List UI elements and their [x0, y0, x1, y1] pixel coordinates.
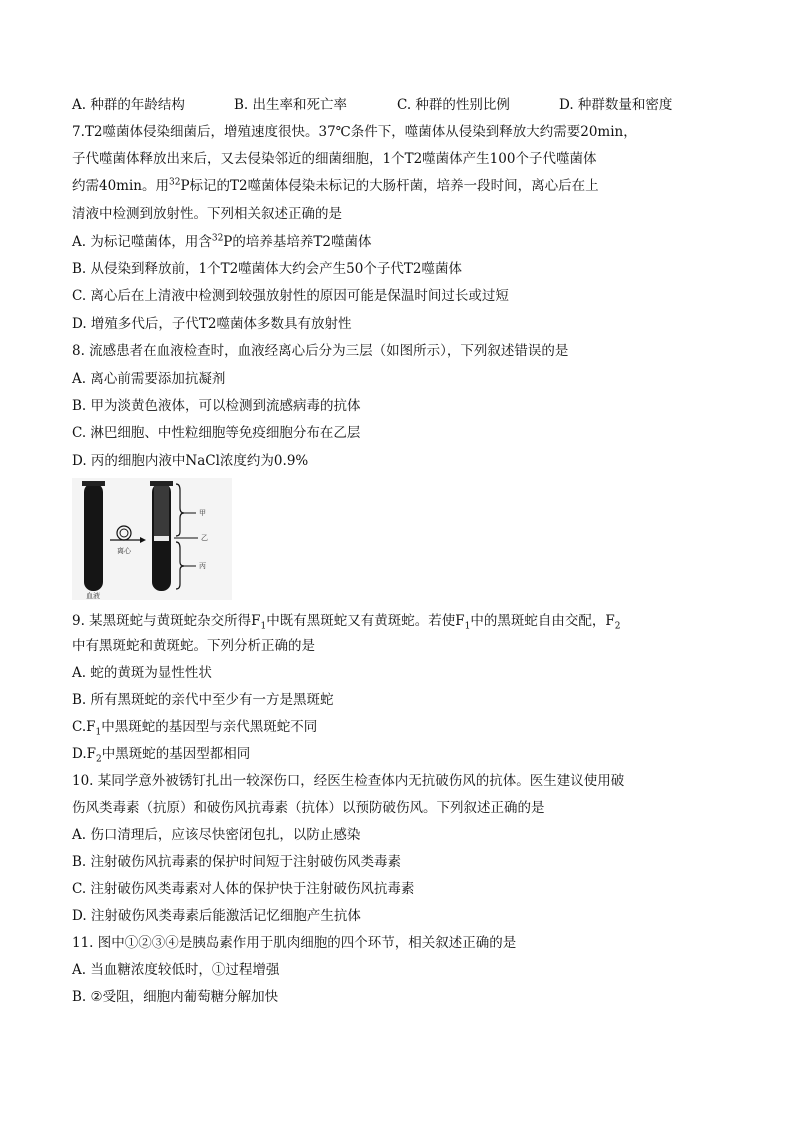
q9-l1-b: 中既有黑斑蛇又有黄斑蛇。若使F	[266, 613, 465, 629]
q9-opt-c-pre: C.F	[72, 719, 96, 735]
q8-option-b: B. 甲为淡黄色液体，可以检测到流感病毒的抗体	[72, 398, 361, 414]
q7-stem-line1: 7.T2噬菌体侵染细菌后，增殖速度很快。37℃条件下，噬菌体从侵染到释放大约需要20min，	[72, 124, 637, 140]
q11-stem: 11. 图中①②③④是胰岛素作用于肌肉细胞的四个环节，相关叙述正确的是	[72, 935, 517, 951]
q7-option-a	[72, 233, 371, 251]
q6-option-d: D. 种群数量和密度	[559, 97, 673, 113]
q7-option-c: C. 离心后在上清液中检测到较强放射性的原因可能是保温时间过长或过短	[72, 288, 509, 304]
plasma-layer	[154, 486, 169, 536]
blood-label: 血液	[86, 592, 100, 600]
q9-opt-c-sub: 1	[95, 727, 102, 738]
q9-l1-sub1: 1	[260, 621, 267, 632]
q9-opt-d-pre: D.F	[72, 746, 97, 762]
q6-option-a: A. 种群的年龄结构	[72, 97, 185, 113]
q9-stem-line2: 中有黑斑蛇和黄斑蛇。下列分析正确的是	[72, 638, 315, 654]
q7-line3-pre: 约需40min。用	[72, 178, 169, 194]
q7-stem-line4: 清液中检测到放射性。下列相关叙述正确的是	[72, 206, 342, 222]
q6-option-c: C. 种群的性别比例	[397, 97, 510, 113]
q8-option-c: C. 淋巴细胞、中性粒细胞等免疫细胞分布在乙层	[72, 425, 361, 441]
q7-line3-sup: 32	[169, 177, 181, 188]
q11-option-b: B. ②受阻，细胞内葡萄糖分解加快	[72, 989, 279, 1005]
q10-option-c: C. 注射破伤风类毒素对人体的保护快于注射破伤风抗毒素	[72, 881, 415, 897]
q8-option-d: D. 丙的细胞内液中NaCl浓度约为0.9%	[72, 453, 309, 469]
layer-yi-label: 乙	[201, 534, 208, 542]
q8-stem: 8. 流感患者在血液检查时，血液经离心后分为三层（如图所示），下列叙述错误的是	[72, 343, 569, 359]
q9-option-d	[72, 745, 250, 763]
q7-opt-a-pre: A. 为标记噬菌体，用含	[72, 234, 212, 250]
q9-l1-a: 9. 某黑斑蛇与黄斑蛇杂交所得F	[72, 613, 261, 629]
layer-bing-label: 丙	[199, 562, 206, 570]
q8-option-a: A. 离心前需要添加抗凝剂	[72, 371, 226, 387]
q10-option-b: B. 注射破伤风抗毒素的保护时间短于注射破伤风类毒素	[72, 854, 402, 870]
tube-before-centrifuge	[84, 483, 103, 591]
buffy-coat-layer	[154, 536, 169, 541]
q9-option-b: B. 所有黑斑蛇的亲代中至少有一方是黑斑蛇	[72, 692, 334, 708]
q9-stem-line1	[72, 612, 621, 630]
centrifuge-figure	[72, 478, 232, 600]
q10-option-a: A. 伤口清理后，应该尽快密闭包扎，以防止感染	[72, 827, 361, 843]
centrifuge-arrow-label: 离心	[117, 547, 131, 555]
q7-line3-post: P标记的T2噬菌体侵染未标记的大肠杆菌，培养一段时间，离心后在上	[180, 178, 599, 194]
q7-option-b: B. 从侵染到释放前，1个T2噬菌体大约会产生50个子代T2噬菌体	[72, 261, 462, 277]
q7-option-d: D. 增殖多代后，子代T2噬菌体多数具有放射性	[72, 316, 352, 332]
q9-option-c	[72, 718, 317, 736]
q9-l1-sub3: 2	[614, 621, 621, 632]
q10-option-d: D. 注射破伤风类毒素后能激活记忆细胞产生抗体	[72, 908, 361, 924]
q10-stem-line1: 10. 某同学意外被锈钉扎出一较深伤口，经医生检查体内无抗破伤风的抗体。医生建议使用破	[72, 773, 625, 789]
q11-option-a: A. 当血糖浓度较低时，①过程增强	[72, 962, 280, 978]
q10-stem-line2: 伤风类毒素（抗原）和破伤风抗毒素（抗体）以预防破伤风。下列叙述正确的是	[72, 800, 545, 816]
q7-stem-line2: 子代噬菌体释放出来后，又去侵染邻近的细菌细胞，1个T2噬菌体产生100个子代噬菌体	[72, 151, 597, 167]
q9-opt-c-post: 中黑斑蛇的基因型与亲代黑斑蛇不同	[101, 719, 318, 735]
q7-stem-line3	[72, 177, 599, 195]
q9-l1-c: 中的黑斑蛇自由交配，F	[470, 613, 615, 629]
q7-opt-a-sup: 32	[211, 233, 224, 244]
q7-opt-a-post: P的培养基培养T2噬菌体	[223, 234, 372, 250]
q9-opt-d-post: 中黑斑蛇的基因型都相同	[101, 746, 251, 762]
q9-opt-d-sub: 2	[96, 754, 102, 765]
q9-option-a: A. 蛇的黄斑为显性性状	[72, 665, 212, 681]
q9-l1-sub2: 1	[464, 621, 471, 632]
layer-jia-label: 甲	[199, 509, 206, 517]
q6-option-b: B. 出生率和死亡率	[234, 97, 348, 113]
